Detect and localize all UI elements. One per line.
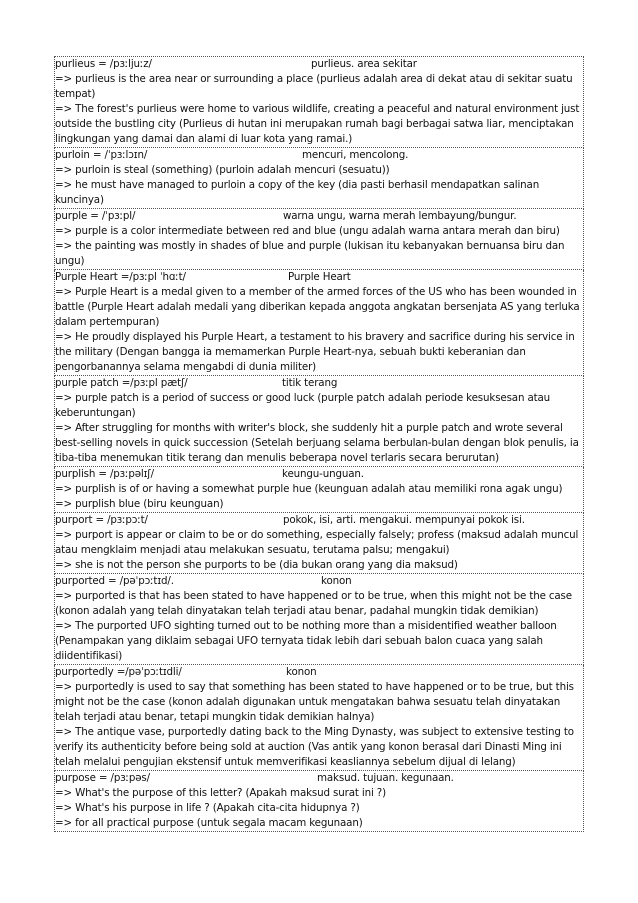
entry-purported	[54, 574, 584, 665]
entry-purple-heart	[54, 270, 584, 376]
entry-term: purplish = /pɜːpəlɪʃ/	[55, 468, 154, 480]
entry-term: purlieus = /pɜːljuːz/	[55, 58, 152, 70]
entry-meaning: konon	[286, 666, 317, 678]
entry-example: => He proudly displayed his Purple Heart, a testament to his bravery and sacrifice during his service in the military (Dengan bangga ia memamerkan Purple Heart-nya, sebuah bukti keberanian dan pengorbanannya selama mengabdi di dunia militer)	[55, 331, 575, 373]
entry-example: => she is not the person she purports to be (dia bukan orang yang dia maksud)	[55, 559, 458, 571]
entry-purlieus	[54, 56, 584, 148]
headword-row	[55, 513, 583, 528]
entry-example: => purplish blue (biru keunguan)	[55, 498, 224, 510]
entry-meaning: mencuri, mencolong.	[302, 149, 409, 161]
entry-meaning: warna ungu, warna merah lembayung/bungur.	[283, 210, 517, 222]
entry-meaning: titik terang	[282, 377, 338, 389]
entry-meaning: keungu-unguan.	[282, 468, 364, 480]
entry-definition: => purported is that has been stated to have happened or to be true, when this might not be the case (konon adalah yang telah dinyatakan telah terjadi atau benar, padahal mungkin tidak demikian)	[55, 590, 572, 617]
entry-definition: => purport is appear or claim to be or do something, especially falsely; profess (maksud adalah muncul atau mengklaim menjadi atau melakukan sesuatu, terutama palsu; mengakui)	[55, 529, 579, 556]
headword-row	[55, 209, 583, 224]
entry-purloin	[54, 148, 584, 209]
entry-example: => the painting was mostly in shades of blue and purple (lukisan itu kebanyakan bernuansa biru dan ungu)	[55, 240, 565, 267]
headword-row	[55, 574, 583, 589]
entry-meaning: Purple Heart	[288, 271, 351, 283]
entry-purplish	[54, 467, 584, 513]
headword-row	[55, 57, 583, 72]
entry-example: => What's his purpose in life ? (Apakah cita-cita hidupnya ?)	[55, 802, 360, 814]
entry-example: => The antique vase, purportedly dating back to the Ming Dynasty, was subject to extensive testing to verify its authenticity before being sold at auction (Vas antik yang konon berasal dari Dinasti Ming ini telah melalui pengujian ekstensif untuk memverifikasi keasliannya sebelum dijual di lelang)	[55, 726, 574, 768]
entry-term: Purple Heart =/pɜːpl ˈhɑːt/	[55, 271, 186, 283]
entry-purple	[54, 209, 584, 270]
entry-term: purpose = /pɜːpəs/	[55, 772, 150, 784]
entry-example: => he must have managed to purloin a copy of the key (dia pasti berhasil mendapatkan salinan kuncinya)	[55, 179, 540, 206]
dictionary-document	[54, 56, 584, 832]
entry-purpose	[54, 771, 584, 832]
entry-term: purple = /ˈpɜːpl/	[55, 210, 136, 222]
headword-row	[55, 148, 583, 163]
entry-example: => After struggling for months with writer's block, she suddenly hit a purple patch and wrote several best-selling novels in quick succession (Setelah berjuang selama berbulan-bulan dengan blok penulis, ia tiba-tiba menemukan titik terang dan menulis beberapa novel terlaris secara berurutan)	[55, 422, 579, 464]
entry-definition: => purportedly is used to say that something has been stated to have happened or to be true, but this might not be the case (konon adalah digunakan untuk mengatakan bahwa sesuatu telah dinyatakan telah terjadi atau benar, tetapi mungkin tidak demikian halnya)	[55, 681, 574, 723]
entry-meaning: konon	[321, 575, 352, 587]
entry-term: purported = /pəˈpɔːtɪd/.	[55, 575, 174, 587]
entry-term: purloin = /ˈpɜːlɔɪn/	[55, 149, 148, 161]
entry-example: => What's the purpose of this letter? (Apakah maksud surat ini ?)	[55, 787, 386, 799]
entry-example: => The forest's purlieus were home to various wildlife, creating a peaceful and natural environment just outside the bustling city (Purlieus di hutan ini merupakan rumah bagi berbagai satwa liar, menciptakan lingkungan yang damai dan alami di luar kota yang ramai.)	[55, 103, 580, 145]
entry-example: => The purported UFO sighting turned out to be nothing more than a misidentified weather balloon (Penampakan yang diklaim sebagai UFO ternyata tidak lebih dari sebuah balon cuaca yang salah diidentifikasi)	[55, 620, 557, 662]
entry-meaning: maksud. tujuan. kegunaan.	[317, 772, 454, 784]
entry-definition: => purple patch is a period of success or good luck (purple patch adalah periode kesuksesan atau keberuntungan)	[55, 392, 551, 419]
headword-row	[55, 771, 583, 786]
entry-term: purple patch =/pɜːpl pætʃ/	[55, 377, 188, 389]
entry-definition: => purplish is of or having a somewhat purple hue (keunguan adalah atau memiliki rona agak ungu)	[55, 483, 563, 495]
headword-row	[55, 270, 583, 285]
entry-definition: => purple is a color intermediate between red and blue (ungu adalah warna antara merah dan biru)	[55, 225, 560, 237]
entry-meaning: purlieus. area sekitar	[311, 58, 417, 70]
entry-example: => for all practical purpose (untuk segala macam kegunaan)	[55, 817, 363, 829]
entry-purport	[54, 513, 584, 574]
entry-term: purport = /pɜːpɔːt/	[55, 514, 148, 526]
headword-row	[55, 376, 583, 391]
entry-definition: => Purple Heart is a medal given to a member of the armed forces of the US who has been wounded in battle (Purple Heart adalah medali yang diberikan kepada anggota angkatan bersenjata AS yang terluka dalam pertempuran)	[55, 286, 580, 328]
entry-purportedly	[54, 665, 584, 771]
entry-purple-patch	[54, 376, 584, 467]
entry-definition: => purloin is steal (something) (purloin adalah mencuri (sesuatu))	[55, 164, 390, 176]
headword-row	[55, 467, 583, 482]
entry-definition: => purlieus is the area near or surrounding a place (purlieus adalah area di dekat atau di sekitar suatu tempat)	[55, 73, 573, 100]
entry-term: purportedly =/pəˈpɔːtɪdli/	[55, 666, 182, 678]
entry-meaning: pokok, isi, arti. mengakui. mempunyai pokok isi.	[283, 514, 525, 526]
headword-row	[55, 665, 583, 680]
